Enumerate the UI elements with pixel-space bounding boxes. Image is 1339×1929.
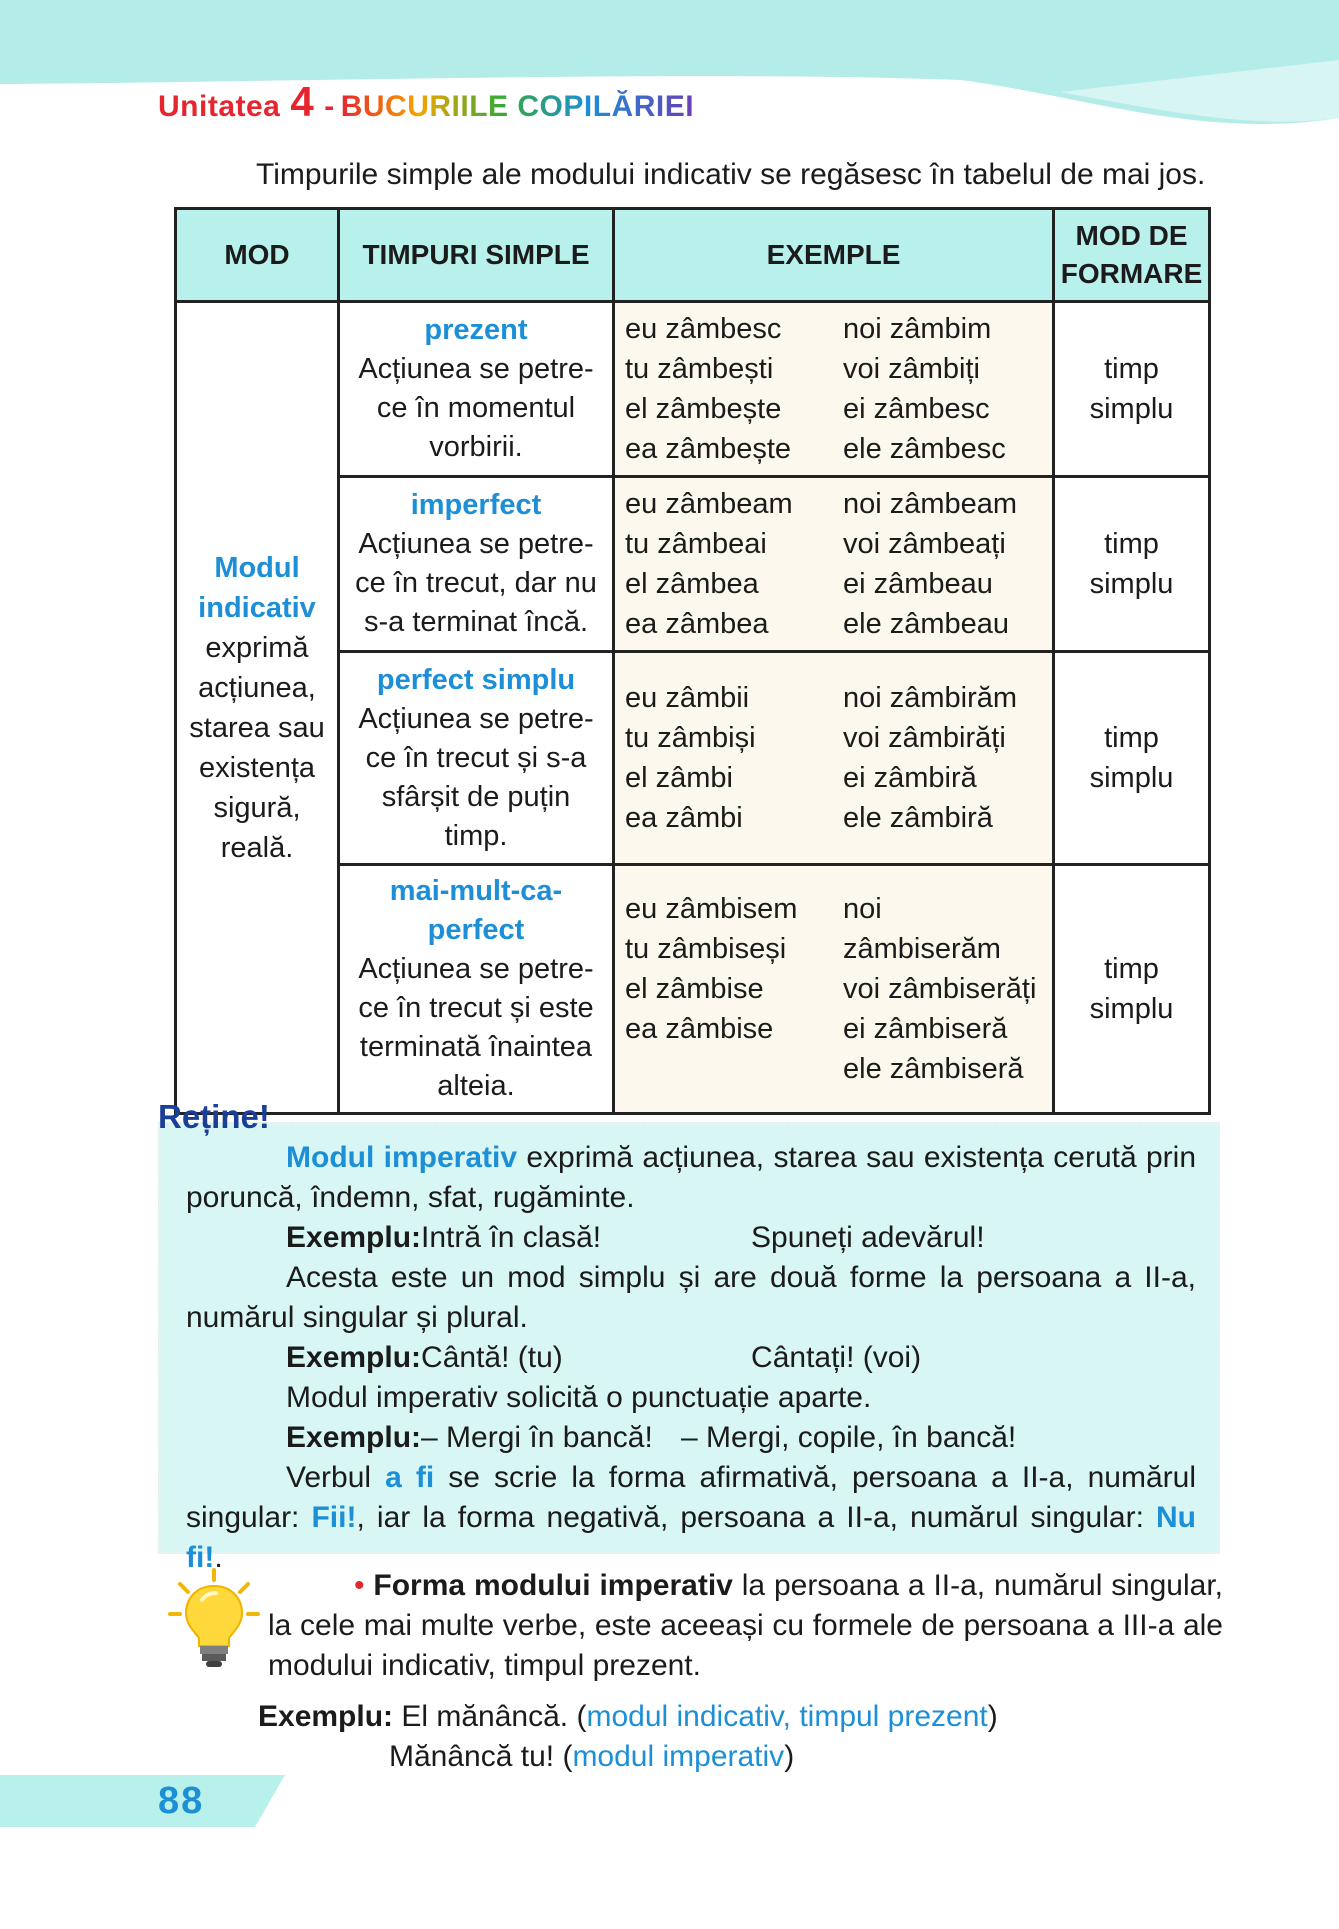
- example-form: el zâmbi: [625, 762, 733, 794]
- formation-text: simplu: [1089, 568, 1174, 600]
- formation-cell: [1054, 652, 1210, 865]
- formation-cell: [1054, 865, 1210, 1114]
- formation-text: timp: [1104, 953, 1159, 985]
- mod-cell: [176, 302, 339, 1114]
- examples-cell: [614, 652, 1054, 865]
- example-form: noi zâmbiserăm: [843, 893, 1001, 965]
- header-formare-line2: FORMARE: [1060, 258, 1203, 289]
- example-form: ele zâmbiră: [843, 802, 993, 834]
- tense-desc: ce în trecut și s-a: [365, 741, 587, 774]
- retine-paragraph: Modul imperativ solicită o punctuație aparte.: [286, 1381, 872, 1414]
- retine-paragraph: [186, 1138, 1196, 1218]
- formation-cell: [1054, 477, 1210, 652]
- unit-separator: -: [324, 90, 335, 123]
- example-form: tu zâmbeai: [625, 528, 767, 560]
- example-line: [186, 1218, 1196, 1258]
- tense-desc: vorbirii.: [429, 431, 523, 463]
- example-text: ): [784, 1740, 795, 1773]
- term-a-fi: a fi: [385, 1461, 435, 1494]
- header-timpuri: TIMPURI SIMPLE: [339, 209, 614, 302]
- retine-text: exprimă acțiunea, starea sau existența cerută prin poruncă, îndemn, sfat, rugăminte.: [186, 1141, 1197, 1214]
- example-form: eu zâmbesc: [625, 313, 782, 345]
- example-form: ea zâmbise: [625, 1013, 774, 1045]
- tense-name: prezent: [424, 314, 528, 346]
- example-form: voi zâmbirăți: [843, 722, 1006, 754]
- retine-title: Reține!: [158, 1098, 270, 1135]
- formation-text: timp: [1104, 528, 1159, 560]
- example-line: [258, 1737, 998, 1777]
- mod-text: exprimă: [205, 631, 309, 664]
- example-form: ea zâmbea: [625, 608, 769, 640]
- mod-text: starea sau: [189, 711, 325, 744]
- tense-desc: Acțiunea se petre-: [358, 528, 594, 560]
- formation-cell: [1054, 302, 1210, 477]
- retine-paragraph: Acesta este un mod simplu și are două forme la persoana a II-a, numărul singular și plural.: [186, 1261, 1196, 1334]
- retine-text: Verbul: [286, 1461, 386, 1494]
- example-line: [186, 1418, 1196, 1458]
- term-nu-fi: Nu fi!: [186, 1501, 1196, 1574]
- tip-paragraph: [268, 1566, 1223, 1686]
- example-form: ele zâmbesc: [843, 433, 1006, 465]
- formation-text: simplu: [1089, 993, 1174, 1025]
- examples-cell: [614, 865, 1054, 1114]
- example-form: ei zâmbiseră: [843, 1013, 1008, 1045]
- tense-desc: Acțiunea se petre-: [358, 953, 594, 985]
- example-label: Exemplu:: [258, 1700, 394, 1733]
- retine-text: .: [214, 1541, 223, 1574]
- intro-text: Timpurile simple ale modului indicativ se regăsesc în tabelul de mai jos.: [256, 158, 1206, 191]
- tense-desc: alteia.: [437, 1070, 515, 1102]
- example-label: Exemplu:: [286, 1341, 422, 1374]
- example-text: Cântă! (tu): [421, 1341, 563, 1374]
- unit-header: [158, 78, 694, 126]
- lightbulb-icon: [166, 1566, 262, 1674]
- example-text: Mănâncă tu! (: [389, 1740, 573, 1773]
- mod-line2: indicativ: [198, 591, 316, 624]
- example-form: tu zâmbești: [625, 353, 774, 385]
- example-text: ): [987, 1700, 998, 1733]
- example-note: modul indicativ, timpul prezent: [586, 1700, 988, 1733]
- formation-text: simplu: [1089, 393, 1174, 425]
- tip-bold: Forma modului imperativ: [373, 1569, 733, 1602]
- header-mod: MOD: [176, 209, 339, 302]
- example-text: – Mergi în bancă!: [421, 1421, 653, 1454]
- mod-line1: Modul: [214, 551, 300, 584]
- tense-desc: terminată înaintea: [359, 1031, 593, 1063]
- example-line: [186, 1338, 1196, 1378]
- tense-name: perfect simplu: [376, 663, 576, 696]
- tense-desc: s-a terminat încă.: [363, 606, 589, 638]
- page-number-strip: [0, 1775, 285, 1827]
- mod-text: reală.: [220, 831, 294, 864]
- example-form: voi zâmbeați: [843, 528, 1006, 560]
- table-row: [176, 302, 1210, 477]
- header-formare-line1: MOD DE: [1075, 220, 1188, 251]
- example-label: Exemplu:: [286, 1421, 422, 1454]
- tense-desc: Acțiunea se petre-: [358, 702, 594, 735]
- mod-text: existența: [198, 751, 316, 784]
- example-form: ele zâmbiseră: [843, 1053, 1024, 1085]
- example-text: Cântați! (voi): [751, 1341, 922, 1374]
- example-form: ei zâmbiră: [843, 762, 977, 794]
- example-form: eu zâmbeam: [625, 488, 793, 520]
- unit-title: BUCURIILE COPILĂRIEI: [340, 90, 695, 123]
- formation-text: timp: [1104, 353, 1159, 385]
- example-text: Intră în clasă!: [421, 1221, 602, 1254]
- tense-desc: ce în momentul: [376, 392, 576, 424]
- bullet-icon: •: [354, 1569, 365, 1602]
- header-formare: [1054, 209, 1210, 302]
- table-header-row: [176, 209, 1210, 302]
- example-form: el zâmbea: [625, 568, 759, 600]
- examples-cell: [614, 302, 1054, 477]
- example-form: ele zâmbeau: [843, 608, 1010, 640]
- tense-desc: Acțiunea se petre-: [358, 353, 594, 385]
- example-form: tu zâmbiseși: [625, 933, 787, 965]
- example-label: Exemplu:: [286, 1221, 422, 1254]
- example-form: eu zâmbii: [625, 682, 750, 714]
- tense-desc: ce în trecut și este: [358, 992, 594, 1024]
- tense-cell: [339, 477, 614, 652]
- examples-cell: [614, 477, 1054, 652]
- example-text: – Mergi, copile, în bancă!: [681, 1421, 1017, 1454]
- example-text: El mănâncă. (: [393, 1700, 587, 1733]
- page-number: 88: [158, 1780, 205, 1822]
- retine-text: se scrie la forma afirmativă, persoana a II-a, numărul singular:: [186, 1461, 1196, 1534]
- example-text: Spuneți adevărul!: [751, 1221, 985, 1254]
- tip-text: la persoana a II-a, numărul singular, la cele mai multe verbe, este aceeași cu formele de persoana a III-a ale modului indicativ, timpul prezent.: [268, 1569, 1224, 1682]
- unit-number: 4: [290, 78, 315, 125]
- formation-text: timp: [1104, 722, 1159, 754]
- example-form: el zâmbise: [625, 973, 764, 1005]
- example-form: ea zâmbi: [625, 802, 743, 834]
- example-form: ei zâmbesc: [843, 393, 990, 425]
- formation-text: simplu: [1089, 762, 1174, 794]
- example-line: [258, 1697, 998, 1737]
- retine-text: , iar la forma negativă, persoana a II-a, numărul singular:: [356, 1501, 1156, 1534]
- example-form: ea zâmbește: [625, 433, 792, 465]
- term-fii: Fii!: [311, 1501, 357, 1534]
- example-form: voi zâmbiserăți: [843, 973, 1037, 1005]
- example-form: noi zâmbeam: [843, 488, 1018, 520]
- bottom-example: [258, 1697, 998, 1777]
- unit-label: Unitatea: [158, 90, 281, 123]
- tense-cell: [339, 865, 614, 1114]
- retine-paragraph: [186, 1458, 1196, 1578]
- mod-text: acțiunea,: [198, 671, 316, 704]
- example-form: noi zâmbirăm: [843, 682, 1018, 714]
- example-form: noi zâmbim: [843, 313, 992, 345]
- tense-cell: [339, 652, 614, 865]
- tense-desc: timp.: [444, 819, 508, 852]
- tense-name: mai-mult-ca-perfect: [389, 875, 563, 946]
- tense-cell: [339, 302, 614, 477]
- term-imperativ: Modul imperativ: [286, 1141, 518, 1174]
- top-wave-decoration: [0, 0, 1339, 150]
- example-form: voi zâmbiți: [843, 353, 980, 385]
- tense-desc: ce în trecut, dar nu: [355, 567, 597, 599]
- example-form: tu zâmbiși: [625, 722, 756, 754]
- example-note: modul imperativ: [572, 1740, 785, 1773]
- example-form: ei zâmbeau: [843, 568, 993, 600]
- tense-name: imperfect: [410, 489, 542, 521]
- retine-content: [186, 1138, 1196, 1578]
- header-exemple: EXEMPLE: [614, 209, 1054, 302]
- example-form: el zâmbește: [625, 393, 782, 425]
- example-form: eu zâmbisem: [625, 893, 798, 925]
- tenses-table: [174, 207, 1211, 1115]
- tense-desc: sfârșit de puțin: [381, 780, 571, 813]
- mod-text: sigură,: [213, 791, 301, 824]
